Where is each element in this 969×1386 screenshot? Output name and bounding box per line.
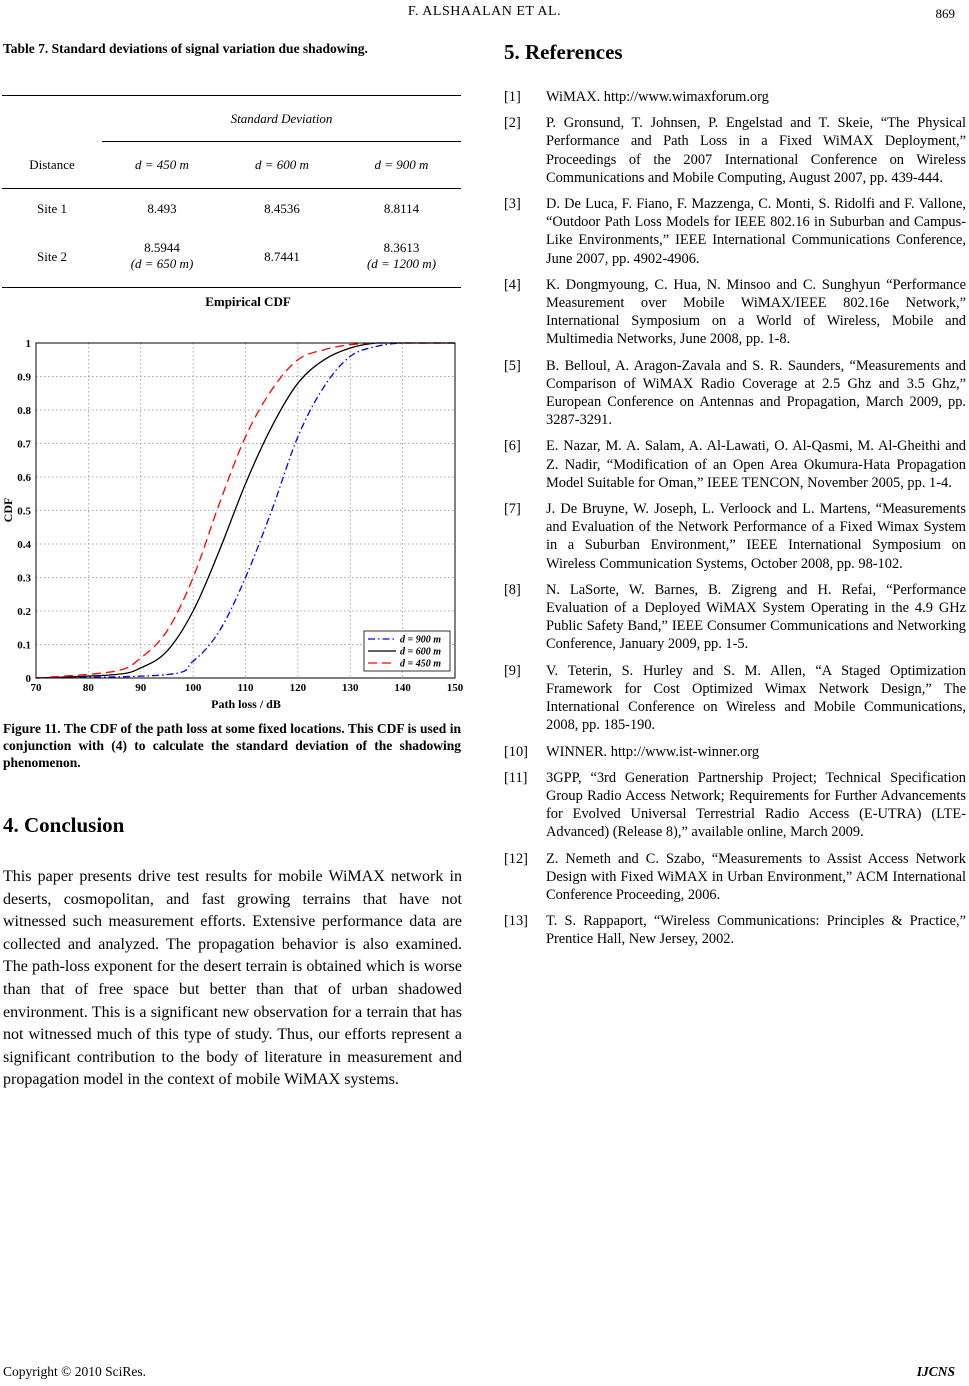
reference-list xyxy=(504,88,966,957)
legend-label: d = 450 m xyxy=(400,658,441,670)
legend-label: d = 900 m xyxy=(400,634,441,646)
reference-item xyxy=(504,662,966,735)
x-tick-label: 150 xyxy=(446,682,463,694)
table-cell: 8.493 xyxy=(147,201,177,216)
x-tick-label: 100 xyxy=(184,682,202,694)
x-tick-label: 110 xyxy=(237,682,254,694)
chart-legend xyxy=(364,631,450,671)
reference-number: [7] xyxy=(504,501,521,518)
reference-text: B. Belloul, A. Aragon-Zavala and S. R. Saunders, “Measurements and Comparison of WiMAX Radio Coverage at 2.5 Ghz and 3.5 Ghz,” European Conference on Antennas and Propagation, March 2009, pp. 3287-3291. xyxy=(546,357,966,429)
y-tick-label: 0.7 xyxy=(17,438,31,451)
table-7 xyxy=(2,95,461,295)
reference-number: [13] xyxy=(504,913,528,930)
reference-number: [12] xyxy=(504,850,528,867)
reference-item xyxy=(504,850,966,905)
table-col-header: d = 900 m xyxy=(374,157,429,172)
reference-item xyxy=(504,581,966,654)
chart-gridlines xyxy=(36,343,455,678)
reference-text: N. LaSorte, W. Barnes, B. Zigreng and H. Refai, “Performance Evaluation of a Deployed WiMAX System Operating in the 4.9 GHz Public Safety Band,” IEEE Consumer Communications and Networking Conference, January 2009, pp. 1-5. xyxy=(546,581,966,653)
reference-item xyxy=(504,912,966,948)
y-tick-label: 0.1 xyxy=(17,639,31,652)
table-cell-note: (d = 650 m) xyxy=(130,256,194,271)
table-header-rule xyxy=(2,188,461,189)
y-tick-label: 0.2 xyxy=(17,606,31,618)
reference-item xyxy=(504,500,966,573)
reference-text: Z. Nemeth and C. Szabo, “Measurements to Assist Access Network Design with Fixed WiMAX in Urban Environment,” ACM International Conference Proceeding, 2006. xyxy=(546,850,966,903)
table-group-header: Standard Deviation xyxy=(230,111,333,126)
x-tick-label: 120 xyxy=(289,682,307,694)
figure-caption: Figure 11. The CDF of the path loss at some fixed locations. This CDF is used in conjunction with (4) to calculate the standard deviation of the shadowing phenomenon. xyxy=(3,721,461,770)
y-tick-label: 0.6 xyxy=(17,472,31,484)
chart-title: Empirical CDF xyxy=(205,294,291,309)
footer-journal: IJCNS xyxy=(916,1364,955,1379)
y-tick-label: 1 xyxy=(25,338,31,350)
x-tick-label: 90 xyxy=(135,682,147,694)
table-row-header: Distance xyxy=(29,157,75,172)
table-caption: Table 7. Standard deviations of signal variation due shadowing. xyxy=(3,41,368,56)
footer-copyright: Copyright © 2010 SciRes. xyxy=(3,1364,147,1379)
reference-text: D. De Luca, F. Fiano, F. Mazzenga, C. Monti, S. Ridolfi and F. Vallone, “Outdoor Path Loss Models for IEEE 802.16 in Suburban and Campus-Like Environments,” IEEE International Communications Conference, June 2007, pp. 4902-4906. xyxy=(546,196,966,267)
reference-number: [8] xyxy=(504,581,521,598)
reference-text: E. Nazar, M. A. Salam, A. Al-Lawati, O. Al-Qasmi, M. Al-Gheithi and Z. Nadir, “Modification of an Open Area Okumura-Hata Propagation Model Suitable for Oman,” IEEE TENCON, November 2005, pp. 1-4. xyxy=(546,438,966,491)
table-cell: 8.8114 xyxy=(383,201,420,216)
reference-number: [1] xyxy=(504,89,521,105)
table-cell: 8.7441 xyxy=(264,249,300,264)
reference-item xyxy=(504,195,966,268)
x-tick-label: 70 xyxy=(30,682,42,694)
reference-item xyxy=(504,114,966,187)
table-cell: 8.5944 xyxy=(144,240,180,255)
y-tick-label: 0.9 xyxy=(17,371,31,384)
legend-label: d = 600 m xyxy=(400,646,441,658)
table-col-header: d = 600 m xyxy=(255,157,309,172)
y-tick-label: 0.4 xyxy=(17,539,31,551)
table-row-label: Site 1 xyxy=(37,201,67,216)
reference-item xyxy=(504,769,966,842)
reference-text: 3GPP, “3rd Generation Partnership Project; Technical Specification Group Radio Access Network; Requirements for Further Advancements for Evolved Universal Terrestrial Radio Access (E-UTRA) (LTE-Advanced) (Release 8),” available online, March 2009. xyxy=(546,769,966,841)
reference-number: [4] xyxy=(504,276,521,293)
table-cell: 8.4536 xyxy=(264,201,300,216)
section-heading: 5. References xyxy=(504,40,623,64)
conclusion-paragraph: This paper presents drive test results for mobile WiMAX network in deserts, cosmopolitan, and fast growing terrains that have not witnessed such measurement efforts. Extensive performance data are collected and analyzed. The propagation behavior is also examined. The path-loss exponent for the desert terrain is obtained which is worse than that of free space but better than that of urban shadowed environment. This is a significant new observation for a terrain that has not witnessed much of this type of study. Thus, our efforts represent a significant contribution to the body of literature in measurement and propagation model in the context of mobile WiMAX systems. xyxy=(3,868,462,1089)
reference-number: [3] xyxy=(504,196,521,213)
table-cell: 8.3613 xyxy=(383,240,420,255)
page-number: 869 xyxy=(935,6,955,21)
reference-item xyxy=(504,276,966,349)
reference-text: V. Teterin, S. Hurley and S. M. Allen, “A Staged Optimization Framework for Cost Optimized Wimax Network Design,” The International Conference on Wireless and Mobile Communications, 2008, pp. 185-190. xyxy=(546,662,966,734)
y-axis-label: CDF xyxy=(1,497,15,523)
y-tick-label: 0.5 xyxy=(17,505,31,518)
x-tick-label: 130 xyxy=(342,682,359,694)
x-axis-label: Path loss / dB xyxy=(211,697,281,710)
reference-text: K. Dongmyoung, C. Hua, N. Minsoo and C. Sunghyun “Performance Measurement over Mobile WiMAX/IEEE 802.16e Network,” International Symposium on a World of Wireless, Mobile and Multimedia Networks, June 2008, pp. 1-8. xyxy=(546,276,966,348)
table-top-rule xyxy=(2,95,461,96)
table-cell-note: (d = 1200 m) xyxy=(366,256,437,271)
running-head-author: F. ALSHAALAN ET AL. xyxy=(407,4,562,19)
table-group-rule xyxy=(102,141,461,142)
table-row-label: Site 2 xyxy=(37,249,67,264)
y-tick-label: 0 xyxy=(25,673,31,685)
table-col-header: d = 450 m xyxy=(135,157,189,172)
reference-text: P. Gronsund, T. Johnsen, P. Engelstad and T. Skeie, “The Physical Performance and Path Loss in a Fixed WiMAX Deployment,” Proceedings of the 2007 International Conference on Wireless Communications and Mobile Computing, August 2007, pp. 439-444. xyxy=(546,115,966,186)
reference-item xyxy=(504,437,966,492)
section-heading: 4. Conclusion xyxy=(3,813,125,837)
y-tick-label: 0.3 xyxy=(17,572,31,585)
reference-number: [6] xyxy=(504,438,521,455)
page-header xyxy=(0,2,969,24)
reference-text: WINNER. http://www.ist-winner.org xyxy=(546,743,760,760)
reference-text: J. De Bruyne, W. Joseph, L. Verloock and L. Martens, “Measurements and Evaluation of the Network Performance of a Fixed Wimax System in a Suburban Environment,” IEEE International Symposium on Wireless Communication Systems, October 2008, pp. 98-102. xyxy=(546,501,966,572)
reference-text: T. S. Rappaport, “Wireless Communications: Principles & Practice,” Prentice Hall, New Jersey, 2002. xyxy=(546,913,966,948)
reference-number: [9] xyxy=(504,662,521,679)
reference-text: WiMAX. http://www.wimaxforum.org xyxy=(546,89,769,105)
reference-number: [2] xyxy=(504,115,521,132)
reference-number: [5] xyxy=(504,357,521,374)
table-bottom-rule xyxy=(2,287,461,288)
reference-item xyxy=(504,88,966,106)
x-tick-label: 80 xyxy=(82,682,94,694)
x-tick-label: 140 xyxy=(394,682,411,694)
reference-number: [10] xyxy=(504,743,528,760)
reference-item xyxy=(504,743,966,761)
figure-11-chart xyxy=(0,290,463,710)
y-tick-label: 0.8 xyxy=(17,405,31,417)
reference-number: [11] xyxy=(504,769,528,786)
reference-item xyxy=(504,357,966,430)
